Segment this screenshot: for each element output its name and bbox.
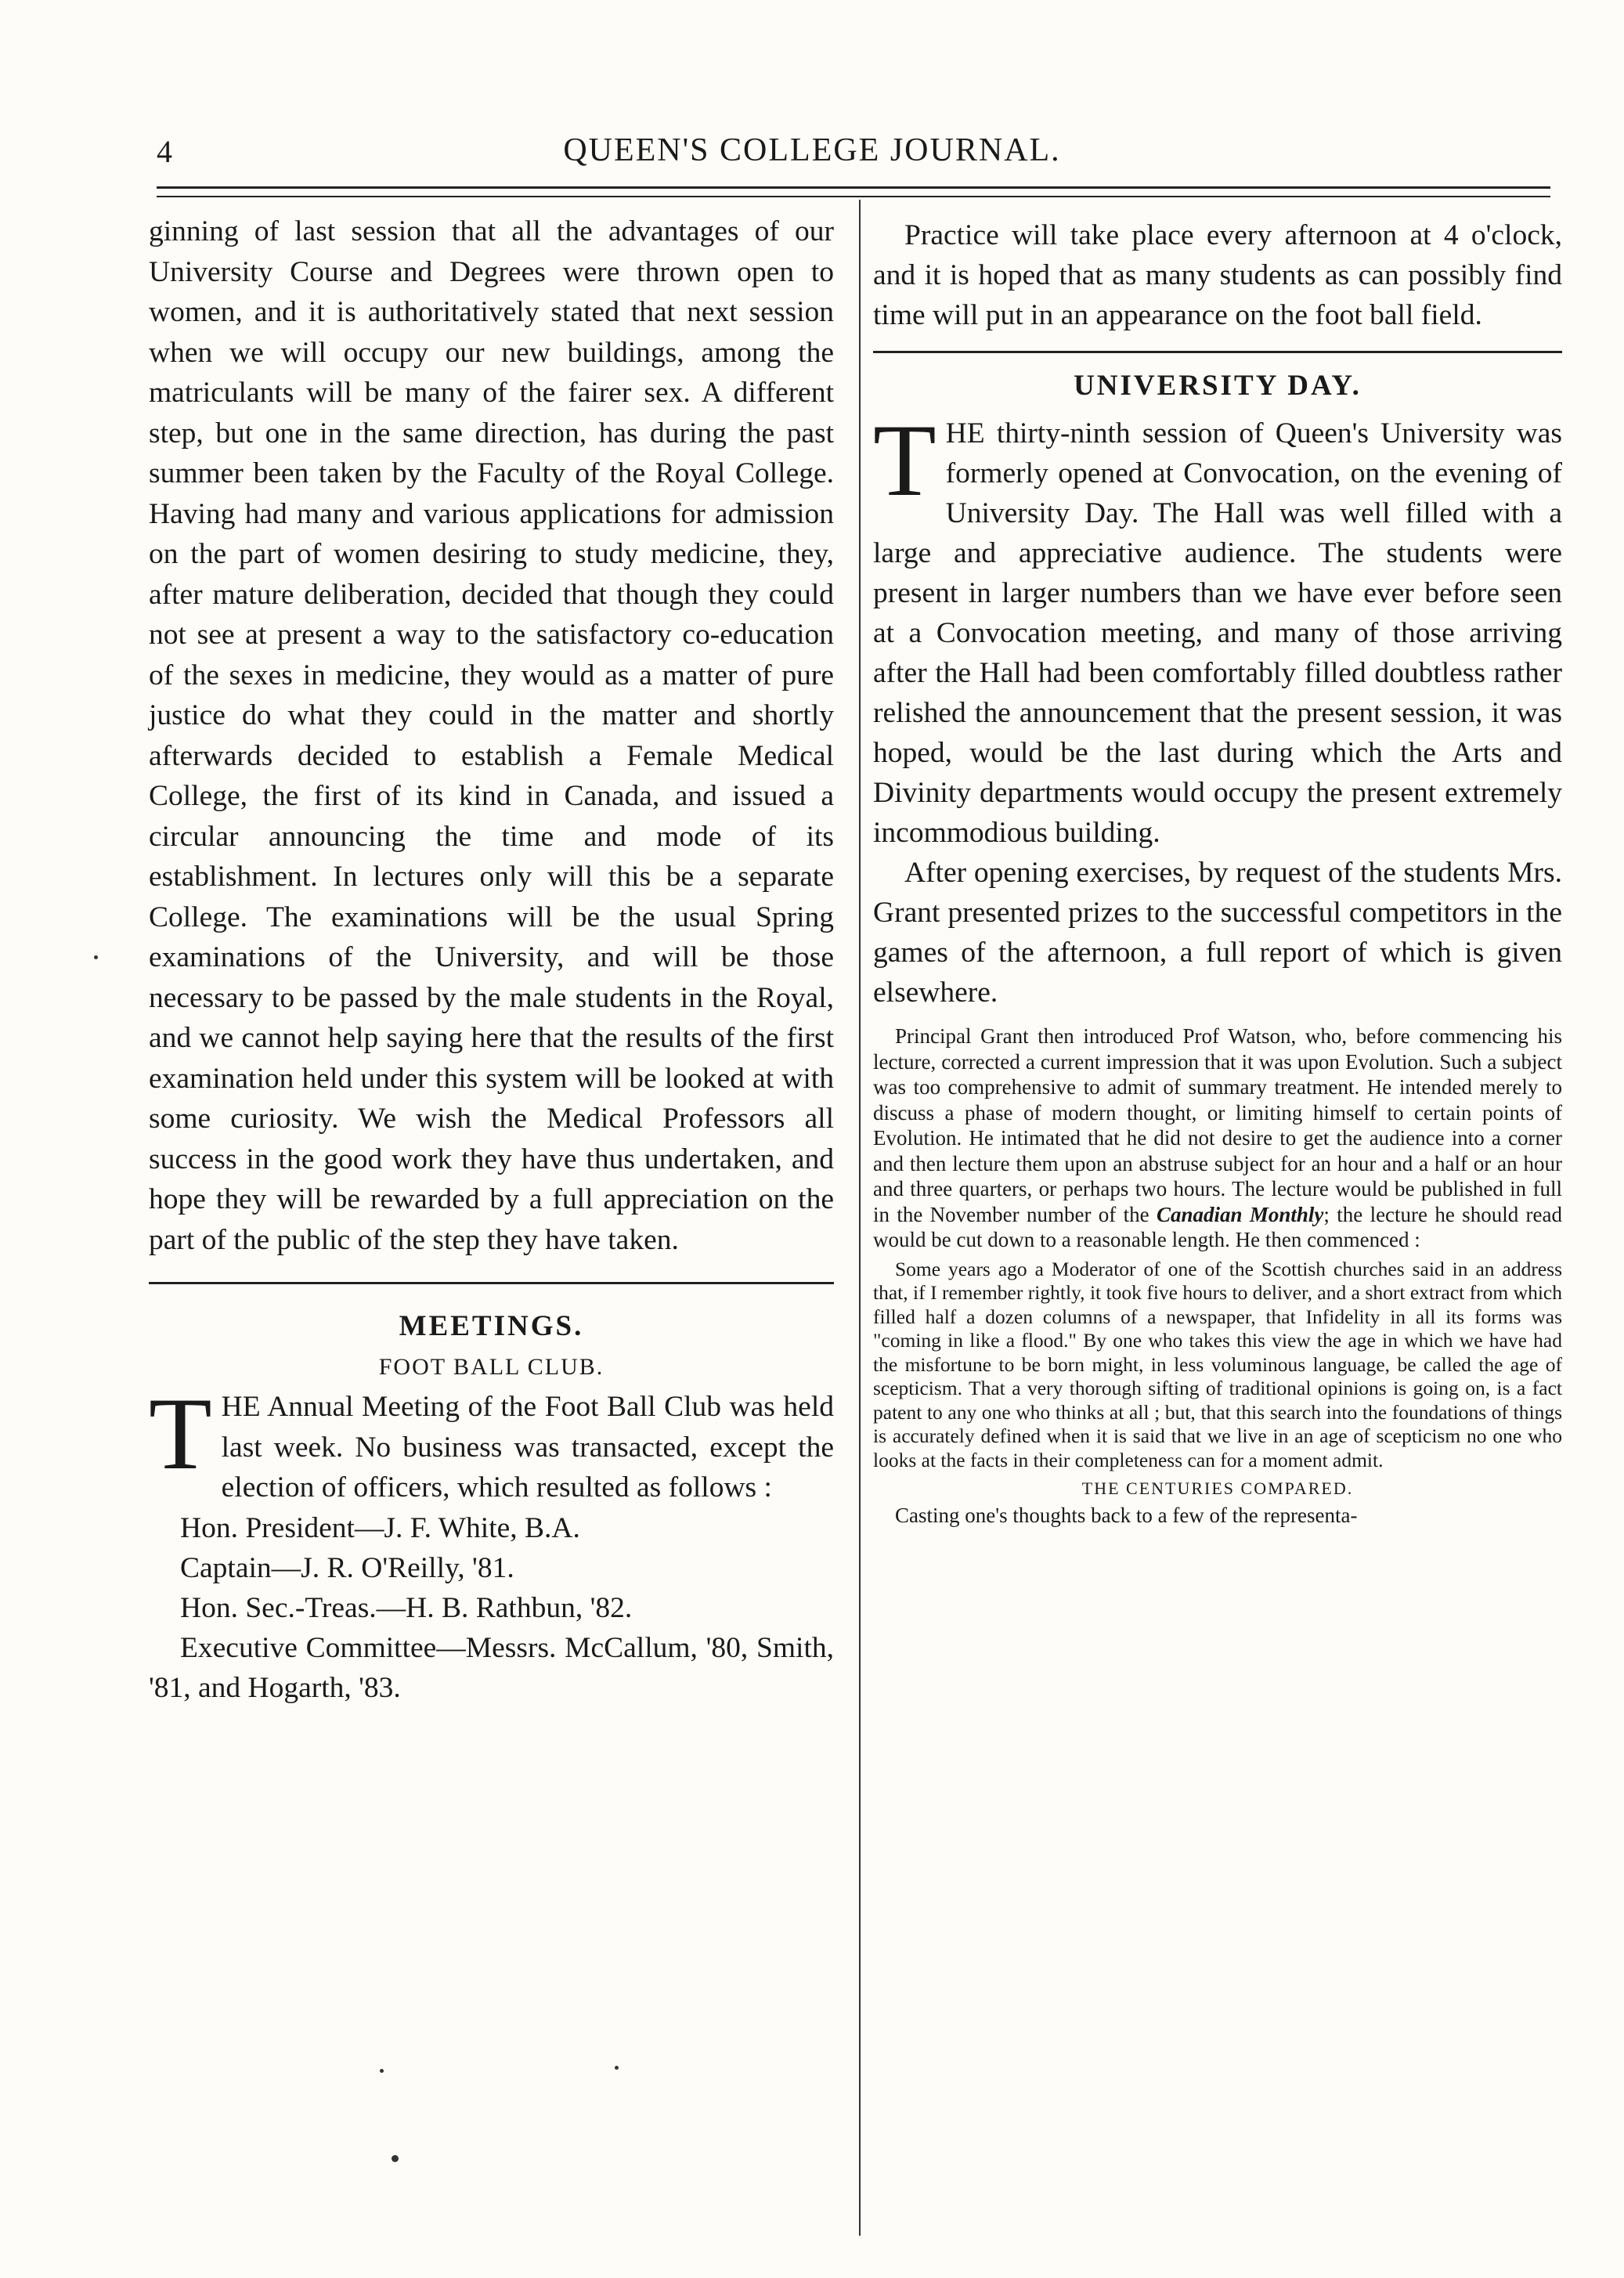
prizes-paragraph: After opening exercises, by request of the students Mrs. Grant presented prizes to the successful competitors in the games of the afternoon, a full report of which is given elsewhere.: [873, 857, 1562, 1009]
centuries-compared-heading: THE CENTURIES COMPARED.: [1081, 1478, 1354, 1498]
left-column: [149, 211, 834, 1708]
header-rule-thin: [157, 196, 1550, 197]
journal-title: QUEEN'S COLLEGE JOURNAL.: [563, 132, 1061, 168]
university-day-heading: UNIVERSITY DAY.: [1074, 370, 1362, 402]
practice-paragraph: Practice will take place every afternoon at 4 o'clock, and it is hoped that as many students as can possibly find time will put in an appearance on the foot ball field.: [873, 219, 1562, 331]
print-speck: [380, 2069, 384, 2073]
print-speck: [94, 955, 98, 959]
foot-ball-club-subheading: FOOT BALL CLUB.: [378, 1354, 604, 1380]
officers-list: [149, 1508, 834, 1708]
university-day-paragraph: [873, 403, 1562, 853]
continued-line: Casting one's thoughts back to a few of the representa-: [895, 1504, 1358, 1527]
section-divider: [873, 351, 1562, 353]
lecture-intro-text: Principal Grant then introduced Prof Watson, who, before commencing his lecture, corrected a current impression that it was upon Evolution. Such a subject was too comprehensive to admit of summary treatment. He intended merely to discuss a phase of modern thought, or limiting himself to certain points of Evolution. He intimated that he did not desire to get the audience into a corner and then lecture them upon an abstruse subject for an hour and a half or an hour and three quarters, or perhaps two hours. The lecture would be published in full in the November number of the: [873, 1024, 1562, 1226]
right-column: [873, 215, 1562, 1529]
print-speck: [392, 2155, 399, 2162]
meeting-text: HE Annual Meeting of the Foot Ball Club was held last week. No business was transacted, except the election of officers, which resulted as follows :: [221, 1391, 834, 1504]
canadian-monthly-title: Canadian Monthly: [1156, 1202, 1324, 1226]
page-number: 4: [157, 134, 172, 169]
meeting-paragraph: [149, 1376, 834, 1508]
officer-hon-sec-treas: Hon. Sec.-Treas.—H. B. Rathbun, '82.: [180, 1591, 633, 1624]
header-rule: [157, 186, 1550, 189]
editorial-paragraph: ginning of last session that all the advantages of our University Course and Degrees were thrown open to women, and it is authoritatively stated that next session when we will occupy our new buildings, among the matriculants will be many of the fairer sex. A different step, but one in the same direction, has during the past summer been taken by the Faculty of the Royal College. Having had many and various applications for admission on the part of women desiring to study medicine, they, after mature deliberation, decided that though they could not see at present a way to the satisfactory co-education of the sexes in medicine, they would as a matter of pure justice do what they could in the matter and shortly afterwards decided to establish a Female Medical College, the first of its kind in Canada, and issued a circular announcing the time and mode of its establishment. In lectures only will this be a separate College. The examinations will be the usual Spring examinations of the University, and will be those necessary to be passed by the male students in the Royal, and we cannot help saying here that the results of the first examination held under this system will be looked at with some curiosity. We wish the Medical Professors all success in the good work they have thus undertaken, and hope they will be rewarded by a full appreciation on the part of the public of the step they have taken.: [149, 215, 834, 1256]
lecture-intro-paragraph: [873, 1023, 1562, 1253]
officer-executive-committee: Executive Committee—Messrs. McCallum, '80, Smith, '81, and Hogarth, '83.: [149, 1631, 834, 1704]
university-day-text: HE thirty-ninth session of Queen's University was formerly opened at Convocation, on the evening of University Day. The Hall was well filled with a large and appreciative audience. The students were present in larger numbers than we have ever before seen at a Convocation meeting, and many of those arriving after the Hall had been comfortably filled doubtless rather relished the announcement that the present session, it was hoped, would be the last during which the Arts and Divinity departments would occupy the present extremely incommodious building.: [873, 417, 1562, 849]
section-divider: [149, 1282, 834, 1284]
print-speck: [615, 2066, 619, 2070]
meetings-heading: MEETINGS.: [399, 1310, 584, 1342]
officer-captain: Captain—J. R. O'Reilly, '81.: [180, 1551, 514, 1584]
lecture-quote-paragraph: Some years ago a Moderator of one of the Scottish churches said in an address that, if I remember rightly, it took five hours to deliver, and a short extract from which filled half a dozen columns of a newspaper, that Infidelity in all its forms was "coming in like a flood." By one who takes this view the age in which we have had the misfortune to be born might, in less voluminous language, be called the age of scepticism. That a very thorough sifting of traditional opinions is going on, is a fact patent to any one who thinks at all ; but, that this search into the foundations of things is accurately defined when it is said that we live in an age of scepticism no one who looks at the facts in their completeness can for a moment admit.: [873, 1257, 1562, 1471]
column-separator: [859, 200, 861, 2236]
drop-cap: T: [873, 403, 937, 518]
officer-hon-president: Hon. President—J. F. White, B.A.: [180, 1511, 580, 1544]
drop-cap: T: [149, 1376, 212, 1491]
lecture-intro-text-end: ; the lecture he should read would be cut down to a reasonable length. He then commenced :: [873, 1202, 1562, 1251]
